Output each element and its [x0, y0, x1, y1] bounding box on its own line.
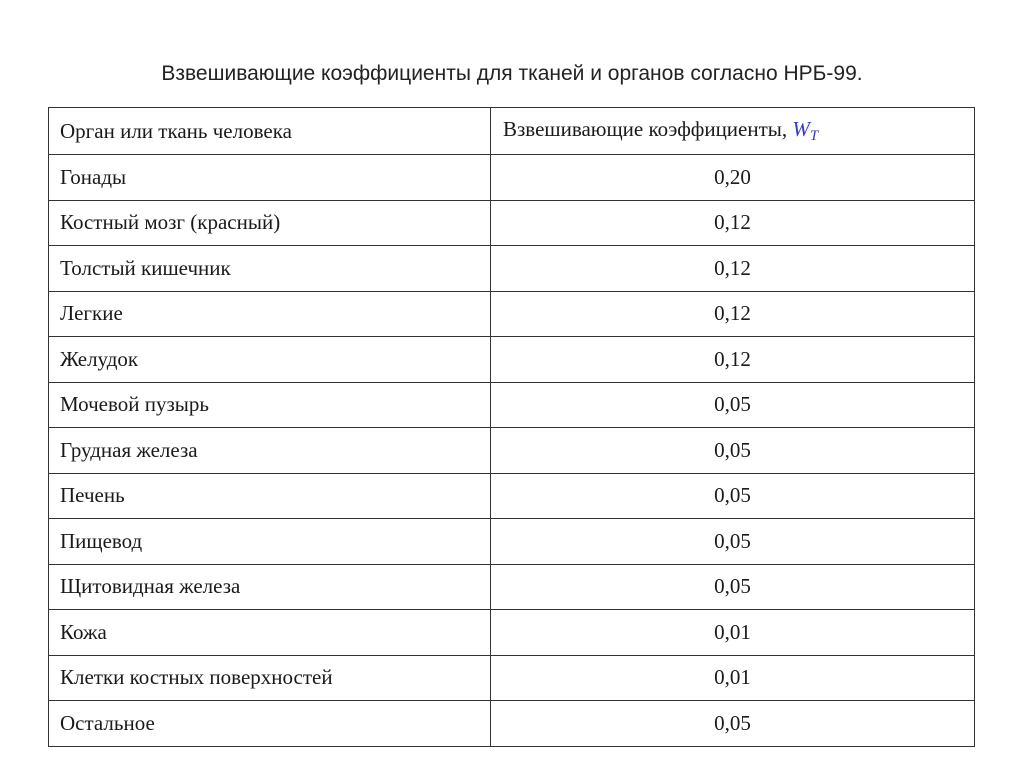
organ-cell: Клетки костных поверхностей [49, 655, 491, 701]
table-row [49, 473, 975, 519]
header-symbol-main: W [792, 117, 810, 141]
organ-cell: Пищевод [49, 519, 491, 565]
value-cell: 0,05 [491, 382, 975, 428]
table-header-row [49, 108, 975, 155]
organ-cell: Кожа [49, 610, 491, 656]
value-cell: 0,05 [491, 701, 975, 747]
table-row [49, 428, 975, 474]
organ-cell: Грудная железа [49, 428, 491, 474]
table-row [49, 655, 975, 701]
table-row [49, 610, 975, 656]
table-row [49, 200, 975, 246]
value-cell: 0,01 [491, 655, 975, 701]
value-cell: 0,12 [491, 337, 975, 383]
organ-cell: Гонады [49, 155, 491, 201]
page-title: Взвешивающие коэффициенты для тканей и органов согласно НРБ-99. [161, 62, 863, 85]
header-value-label: Взвешивающие коэффициенты, [503, 117, 793, 141]
value-cell: 0,05 [491, 473, 975, 519]
table-row [49, 519, 975, 565]
value-cell: 0,05 [491, 564, 975, 610]
value-cell: 0,05 [491, 519, 975, 565]
organ-cell: Печень [49, 473, 491, 519]
organ-cell: Остальное [49, 701, 491, 747]
table-row [49, 337, 975, 383]
value-cell: 0,12 [491, 246, 975, 292]
header-value [491, 108, 975, 155]
table-row [49, 155, 975, 201]
table-row [49, 246, 975, 292]
organ-cell: Щитовидная железа [49, 564, 491, 610]
value-cell: 0,12 [491, 291, 975, 337]
organ-cell: Легкие [49, 291, 491, 337]
table-row [49, 701, 975, 747]
table-row [49, 564, 975, 610]
weighting-factors-table [48, 107, 975, 747]
organ-cell: Толстый кишечник [49, 246, 491, 292]
value-cell: 0,12 [491, 200, 975, 246]
header-organ: Орган или ткань человека [49, 108, 491, 155]
value-cell: 0,20 [491, 155, 975, 201]
value-cell: 0,01 [491, 610, 975, 656]
organ-cell: Желудок [49, 337, 491, 383]
organ-cell: Мочевой пузырь [49, 382, 491, 428]
header-symbol [792, 117, 819, 144]
table-row [49, 291, 975, 337]
table-row [49, 382, 975, 428]
value-cell: 0,05 [491, 428, 975, 474]
header-symbol-sub: T [809, 128, 819, 144]
organ-cell: Костный мозг (красный) [49, 200, 491, 246]
